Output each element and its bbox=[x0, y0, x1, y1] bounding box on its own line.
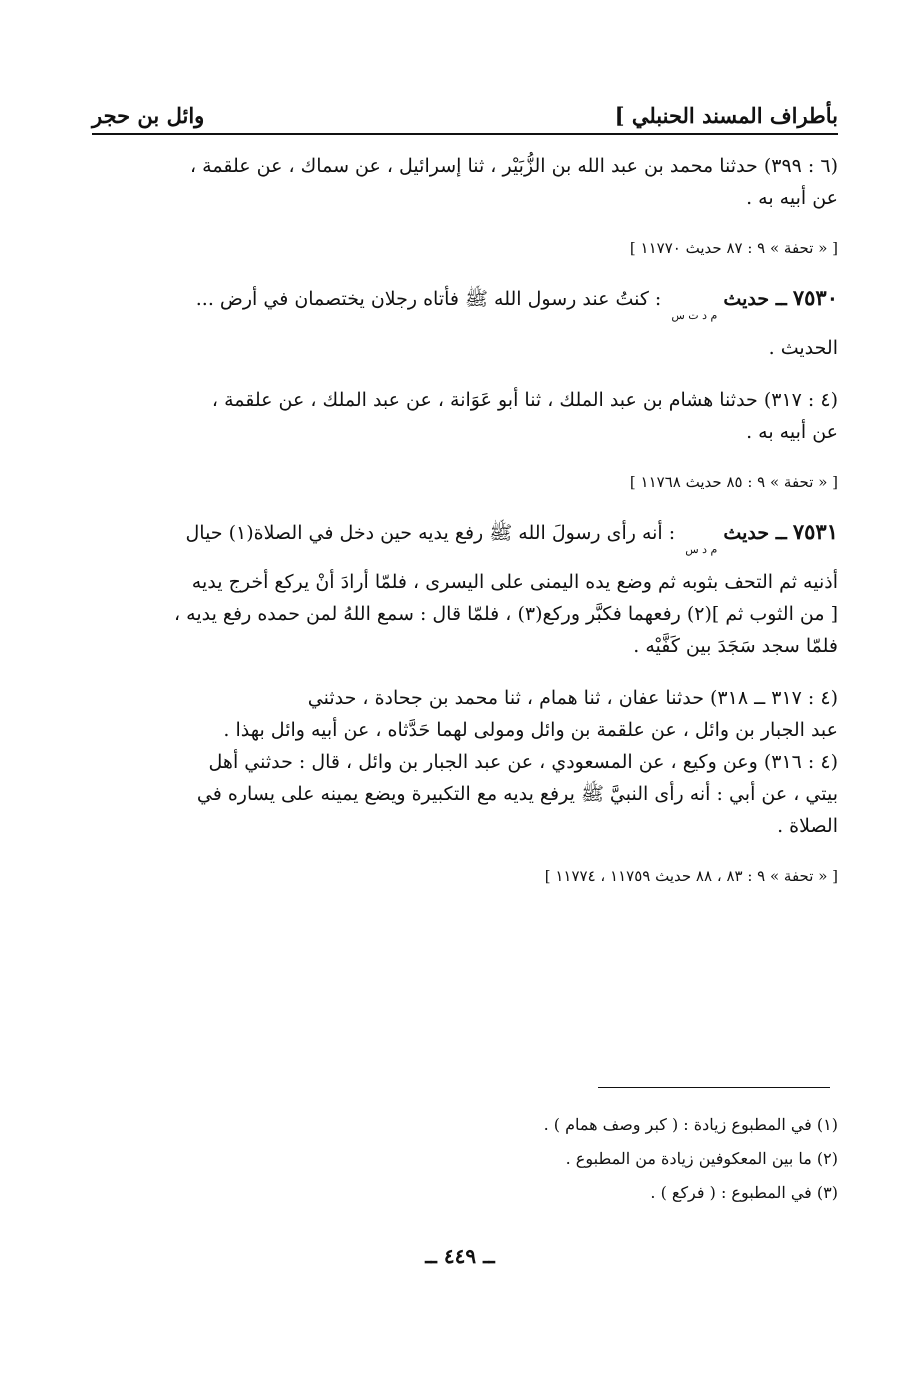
text-line: الصلاة . bbox=[777, 815, 838, 837]
text-line: بيتي ، عن أبي : أنه رأى النبيَّ ﷺ يرفع يديه مع التكبيرة ويضع يمينه على يساره في bbox=[196, 783, 838, 805]
text-line: عن أبيه به . bbox=[746, 187, 838, 209]
text-line: ٧٥٣١ ــ حديث م د س : أنه رأى رسولَ الله ﷺ رفع يديه حين دخل في الصلاة(١) حيال bbox=[92, 516, 838, 566]
text-line: أذنيه ثم التحف بثوبه ثم وضع يده اليمنى على اليسرى ، فلمّا أرادَ أنْ يركع أخرج يديه bbox=[191, 571, 838, 593]
text-line: (٤ : ٣١٦) وعن وكيع ، عن المسعودي ، عن عبد الجبار بن وائل ، قال : حدثني أهل bbox=[208, 751, 838, 773]
footnotes bbox=[92, 1108, 838, 1210]
hadith-number: ٧٥٣١ bbox=[792, 519, 838, 544]
text-line: (٤ : ٣١٧ ــ ٣١٨) حدثنا عفان ، ثنا همام ، ثنا محمد بن جحادة ، حدثني bbox=[307, 687, 838, 709]
main-text bbox=[92, 150, 838, 890]
tuhfa-reference-3: [ « تحفة » ٩ : ٨٣ ، ٨٨ حديث ١١٧٥٩ ، ١١٧٧٤ ] bbox=[544, 867, 838, 885]
hadith-sigla: م د ت س bbox=[671, 309, 718, 322]
tuhfa-reference-2: [ « تحفة » ٩ : ٨٥ حديث ١١٧٦٨ ] bbox=[629, 473, 838, 491]
text-line: ٧٥٣٠ ــ حديث م د ت س : كنتُ عند رسول الله ﷺ فأتاه رجلان يختصمان في أرض ... bbox=[92, 282, 838, 332]
footnote: (٣) في المطبوع : ( فركع ) . bbox=[650, 1183, 838, 1202]
header-rule bbox=[92, 133, 838, 135]
text-line: عن أبيه به . bbox=[746, 421, 838, 443]
hadith-text: : كنتُ عند رسول الله ﷺ فأتاه رجلان يختصمان في أرض ... bbox=[195, 288, 662, 310]
header-book-title: بأطراف المسند الحنبلي ] bbox=[614, 103, 838, 128]
hadith-label: حديث bbox=[723, 288, 770, 310]
tuhfa-reference-1: [ « تحفة » ٩ : ٨٧ حديث ١١٧٧٠ ] bbox=[629, 239, 838, 257]
running-header bbox=[92, 88, 838, 128]
isnad-block-2 bbox=[92, 384, 838, 448]
footnote: (١) في المطبوع زيادة : ( كبر وصف همام ) . bbox=[543, 1115, 838, 1134]
footnote-rule bbox=[598, 1087, 830, 1088]
isnad-block-3 bbox=[92, 682, 838, 842]
page-number: ــ ٤٤٩ ــ bbox=[425, 1244, 495, 1268]
text-line: (٦ : ٣٩٩) حدثنا محمد بن عبد الله بن الزُّبَيْر ، ثنا إسرائيل ، عن سماك ، عن علقمة ، bbox=[190, 155, 838, 177]
text-line: (٤ : ٣١٧) حدثنا هشام بن عبد الملك ، ثنا أبو عَوَانة ، عن عبد الملك ، عن علقمة ، bbox=[211, 389, 838, 411]
isnad-block-1 bbox=[92, 150, 838, 214]
header-chapter-title: وائل بن حجر bbox=[92, 103, 205, 128]
hadith-number: ٧٥٣٠ bbox=[792, 285, 838, 310]
hadith-7530 bbox=[92, 282, 838, 364]
text-line: [ من الثوب ثم ](٢) رفعهما فكبَّر وركع(٣) ، فلمّا قال : سمع اللهُ لمن حمده رفع يديه ، bbox=[173, 603, 838, 625]
text-line: فلمّا سجد سَجَدَ بين كَفَّيْه . bbox=[633, 635, 838, 657]
hadith-label: حديث bbox=[723, 522, 770, 544]
hadith-7531 bbox=[92, 516, 838, 662]
hadith-text: : أنه رأى رسولَ الله ﷺ رفع يديه حين دخل في الصلاة(١) حيال bbox=[185, 522, 676, 544]
text-line: الحديث . bbox=[768, 337, 838, 359]
hadith-sigla: م د س bbox=[685, 543, 718, 556]
text-line: عبد الجبار بن وائل ، عن علقمة بن وائل ومولى لهما حَدَّثاه ، عن أبيه وائل بهذا . bbox=[223, 719, 838, 741]
footnote: (٢) ما بين المعكوفين زيادة من المطبوع . bbox=[565, 1149, 838, 1168]
